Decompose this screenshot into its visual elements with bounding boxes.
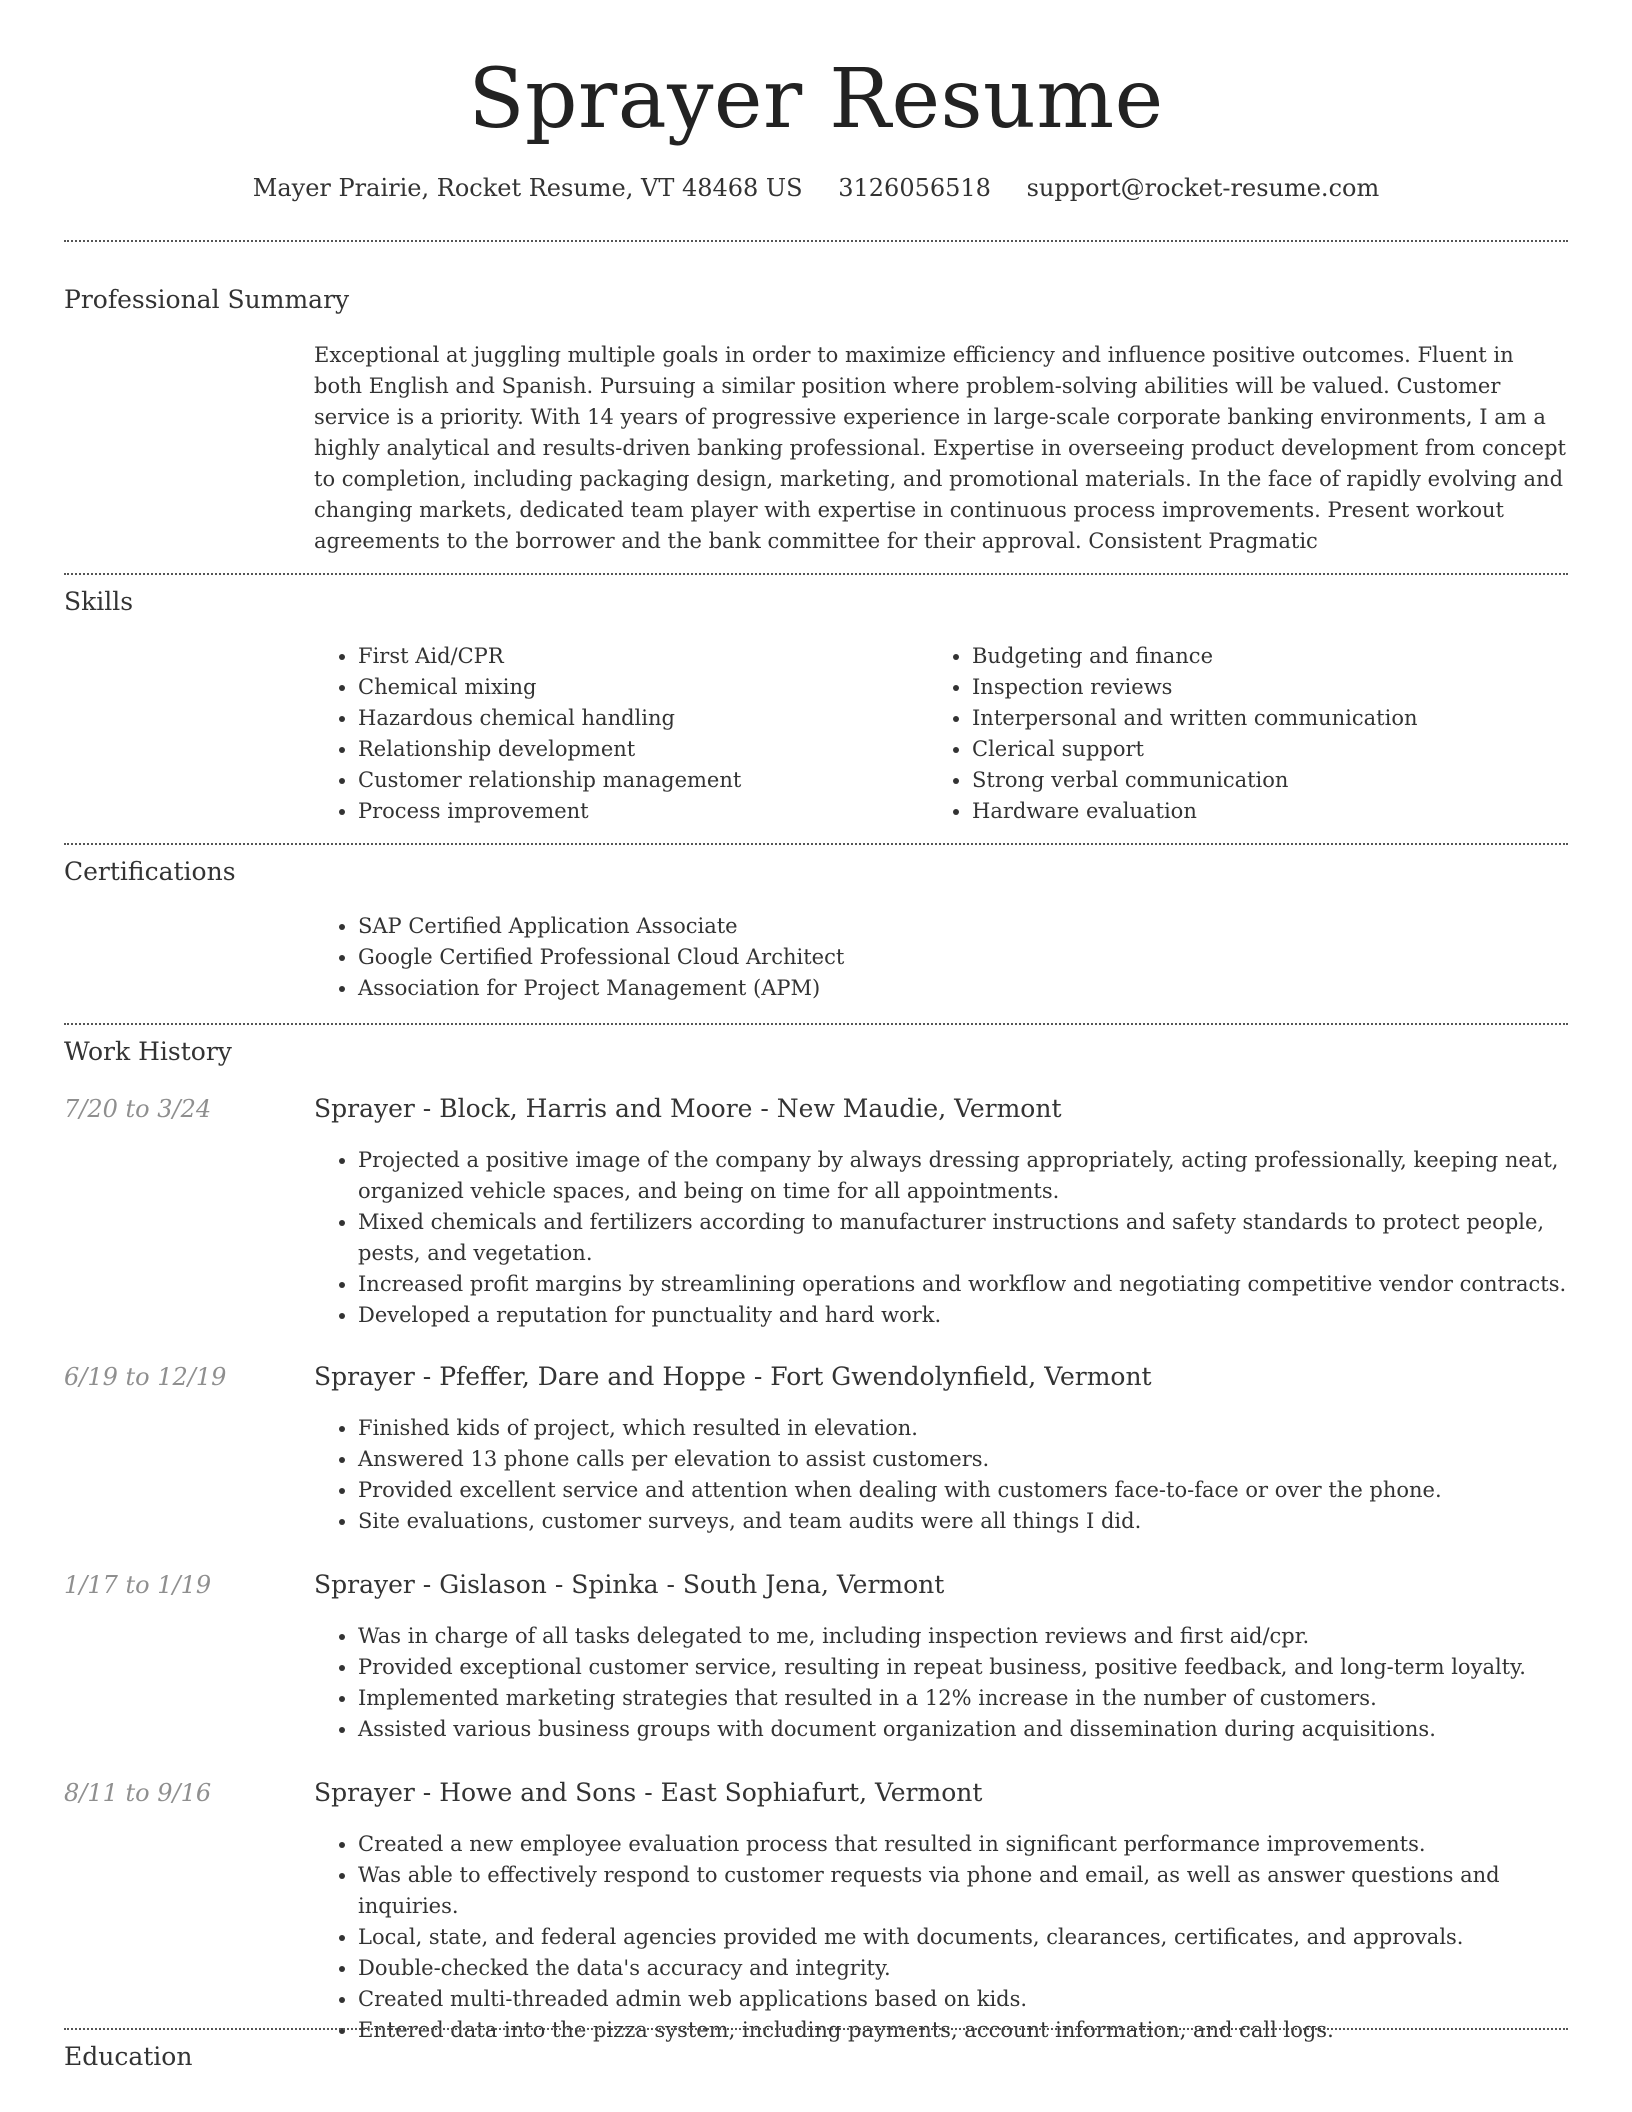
contact-line <box>64 170 1568 206</box>
job-bullet: • Double-checked the data's accuracy and integrity. <box>358 1953 1568 1984</box>
divider <box>64 843 1568 845</box>
job-title: Sprayer - Gislason - Spinka - South Jena, Vermont <box>314 1570 945 1599</box>
skill-item: • Hazardous chemical handling <box>358 703 914 734</box>
job-dates: 1/17 to 1/19 <box>64 1571 212 1599</box>
resume-title: Sprayer Resume <box>468 52 1164 147</box>
job-bullet: • Projected a positive image of the company by always dressing appropriately, acting professionally, keeping neat, organized vehicle spaces, and being on time for all appointments. <box>358 1145 1568 1207</box>
job-bullets <box>314 1829 1568 2046</box>
job-title: Sprayer - Pfeffer, Dare and Hoppe - Fort Gwendolynfield, Vermont <box>314 1362 1152 1391</box>
section-title-work-history: Work History <box>64 1037 232 1066</box>
skill-item: • Chemical mixing <box>358 672 914 703</box>
job-title: Sprayer - Howe and Sons - East Sophiafurt, Vermont <box>314 1778 983 1807</box>
job-bullet: • Finished kids of project, which resulted in elevation. <box>358 1413 1568 1444</box>
section-title-skills: Skills <box>64 587 134 616</box>
job-bullet: • Implemented marketing strategies that resulted in a 12% increase in the number of customers. <box>358 1683 1568 1714</box>
job-bullets <box>314 1413 1568 1537</box>
job-bullet: • Answered 13 phone calls per elevation to assist customers. <box>358 1444 1568 1475</box>
skill-item: • Relationship development <box>358 734 914 765</box>
skill-item: • Inspection reviews <box>972 672 1568 703</box>
contact-email: support@rocket-resume.com <box>1026 174 1380 202</box>
job-dates: 7/20 to 3/24 <box>64 1095 212 1123</box>
job-bullet: • Local, state, and federal agencies provided me with documents, clearances, certificates, and approvals. <box>358 1922 1568 1953</box>
divider <box>64 573 1568 575</box>
job-bullet: • Assisted various business groups with document organization and dissemination during acquisitions. <box>358 1714 1568 1745</box>
job-bullet: • Site evaluations, customer surveys, and team audits were all things I did. <box>358 1506 1568 1537</box>
skill-item: • Hardware evaluation <box>972 796 1568 827</box>
job-bullet: • Created a new employee evaluation process that resulted in significant performance improvements. <box>358 1829 1568 1860</box>
contact-address: Mayer Prairie, Rocket Resume, VT 48468 US <box>252 174 803 202</box>
job-dates: 8/11 to 9/16 <box>64 1779 212 1807</box>
divider <box>64 240 1568 242</box>
skill-item: • Process improvement <box>358 796 914 827</box>
job-dates: 6/19 to 12/19 <box>64 1363 227 1391</box>
job-bullets <box>314 1145 1568 1331</box>
section-title-education: Education <box>64 2042 193 2071</box>
job-bullet: • Provided excellent service and attention when dealing with customers face-to-face or over the phone. <box>358 1475 1568 1506</box>
section-title-summary: Professional Summary <box>64 285 350 314</box>
job-bullet: • Increased profit margins by streamlining operations and workflow and negotiating competitive vendor contracts. <box>358 1269 1568 1300</box>
skill-item: • First Aid/CPR <box>358 641 914 672</box>
job-bullets <box>314 1621 1568 1745</box>
job-bullet: • Mixed chemicals and fertilizers according to manufacturer instructions and safety standards to protect people, pests, and vegetation. <box>358 1207 1568 1269</box>
certifications-list <box>314 911 1314 1004</box>
contact-phone: 3126056518 <box>838 174 991 202</box>
divider <box>64 1023 1568 1025</box>
job-bullet: • Provided exceptional customer service, resulting in repeat business, positive feedback, and long-term loyalty. <box>358 1652 1568 1683</box>
summary-text: Exceptional at juggling multiple goals in order to maximize efficiency and influence positive outcomes. Fluent in both English and Spanish. Pursuing a similar position where problem-solving abilities will be valued. Customer service is a priority. With 14 years of progressive experience in large-scale corporate banking environments, I am a highly analytical and results-driven banking professional. Expertise in overseeing product development from concept to completion, including packaging design, marketing, and promotional materials. In the face of rapidly evolving and changing markets, dedicated team player with expertise in continuous process improvements. Present workout agreements to the borrower and the bank committee for their approval. Consistent Pragmatic <box>314 343 1566 553</box>
skill-item: • Customer relationship management <box>358 765 914 796</box>
section-title-certifications: Certifications <box>64 857 236 886</box>
divider <box>64 2028 1568 2030</box>
skills-column-right <box>928 641 1568 827</box>
skill-item: • Strong verbal communication <box>972 765 1568 796</box>
skill-item: • Budgeting and finance <box>972 641 1568 672</box>
job-bullet: • Was able to effectively respond to customer requests via phone and email, as well as answer questions and inquiries. <box>358 1860 1568 1922</box>
certification-item: • Association for Project Management (APM) <box>358 973 1314 1004</box>
job-bullet: • Entered data into the pizza system, including payments, account information, and call logs. <box>358 2015 1568 2046</box>
skills-column-left <box>314 641 914 827</box>
job-bullet: • Created multi-threaded admin web applications based on kids. <box>358 1984 1568 2015</box>
certification-item: • Google Certified Professional Cloud Architect <box>358 942 1314 973</box>
job-bullet: • Was in charge of all tasks delegated to me, including inspection reviews and first aid/cpr. <box>358 1621 1568 1652</box>
job-bullet: • Developed a reputation for punctuality and hard work. <box>358 1300 1568 1331</box>
certification-item: • SAP Certified Application Associate <box>358 911 1314 942</box>
skill-item: • Interpersonal and written communication <box>972 703 1568 734</box>
skill-item: • Clerical support <box>972 734 1568 765</box>
job-title: Sprayer - Block, Harris and Moore - New Maudie, Vermont <box>314 1094 1062 1123</box>
